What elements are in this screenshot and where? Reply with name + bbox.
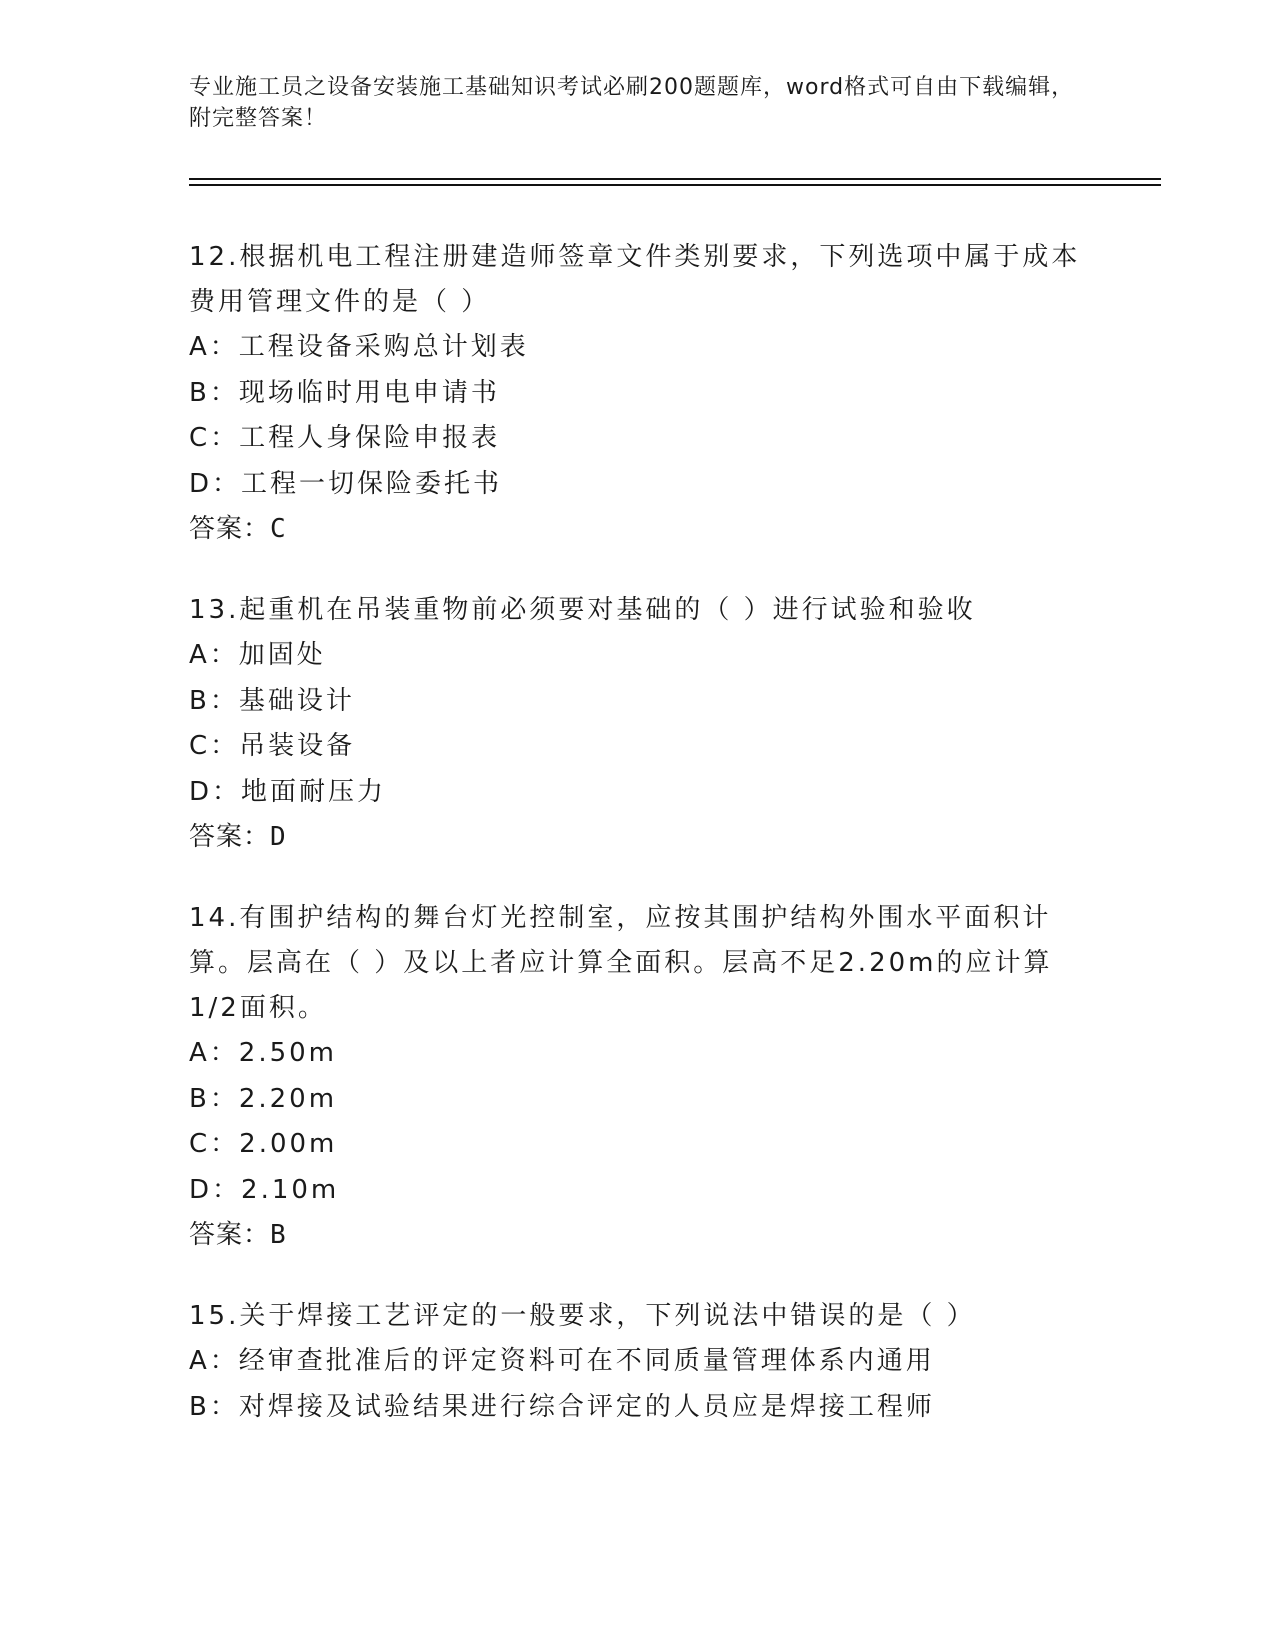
option-d: D：工程一切保险委托书 <box>189 468 503 499</box>
option-a: A：2.50m <box>189 1038 338 1068</box>
question-stem: 13.起重机在吊装重物前必须要对基础的（ ）进行试验和验收 <box>189 595 976 625</box>
answer-label: 答案： <box>189 1220 271 1250</box>
question-stem: 14.有围护结构的舞台灯光控制室，应按其围护结构外围水平面积计算。层高在（ ）及以上者应计算全面积。层高不足2.20m的应计算1/2面积。 <box>189 903 1053 1023</box>
option-b: B：对焊接及试验结果进行综合评定的人员应是焊接工程师 <box>189 1391 935 1422</box>
document-header <box>189 72 1089 134</box>
question-12 <box>189 235 1089 552</box>
question-14 <box>189 896 1089 1258</box>
option-b: B：基础设计 <box>189 685 355 716</box>
question-stem: 15.关于焊接工艺评定的一般要求，下列说法中错误的是（ ） <box>189 1301 976 1331</box>
option-c: C：工程人身保险申报表 <box>189 423 501 453</box>
question-13 <box>189 588 1089 860</box>
answer-value: B <box>270 1220 287 1250</box>
answer-line <box>189 1213 1089 1258</box>
answer-label: 答案： <box>189 822 271 852</box>
answer-label: 答案： <box>189 514 271 544</box>
question-stem: 12.根据机电工程注册建造师签章文件类别要求，下列选项中属于成本费用管理文件的是（ ） <box>189 242 1081 317</box>
header-title: 专业施工员之设备安装施工基础知识考试必刷200题题库，word格式可自由下载编辑，附完整答案！ <box>189 75 1075 131</box>
option-c: C：2.00m <box>189 1129 338 1159</box>
answer-value: C <box>270 514 287 544</box>
option-d: D：地面耐压力 <box>189 776 387 807</box>
option-a: A：工程设备采购总计划表 <box>189 332 529 362</box>
answer-line <box>189 815 1089 860</box>
option-c: C：吊装设备 <box>189 731 356 761</box>
option-d: D：2.10m <box>189 1174 340 1205</box>
header-divider-bottom <box>189 184 1161 186</box>
option-a: A：加固处 <box>189 640 326 670</box>
option-a: A：经审查批准后的评定资料可在不同质量管理体系内通用 <box>189 1346 935 1376</box>
answer-line <box>189 507 1089 552</box>
question-15 <box>189 1294 1089 1430</box>
header-divider-top <box>189 178 1161 180</box>
option-b: B：2.20m <box>189 1083 338 1114</box>
option-b: B：现场临时用电申请书 <box>189 377 500 408</box>
question-list <box>189 235 1089 1466</box>
answer-value: D <box>270 822 287 852</box>
